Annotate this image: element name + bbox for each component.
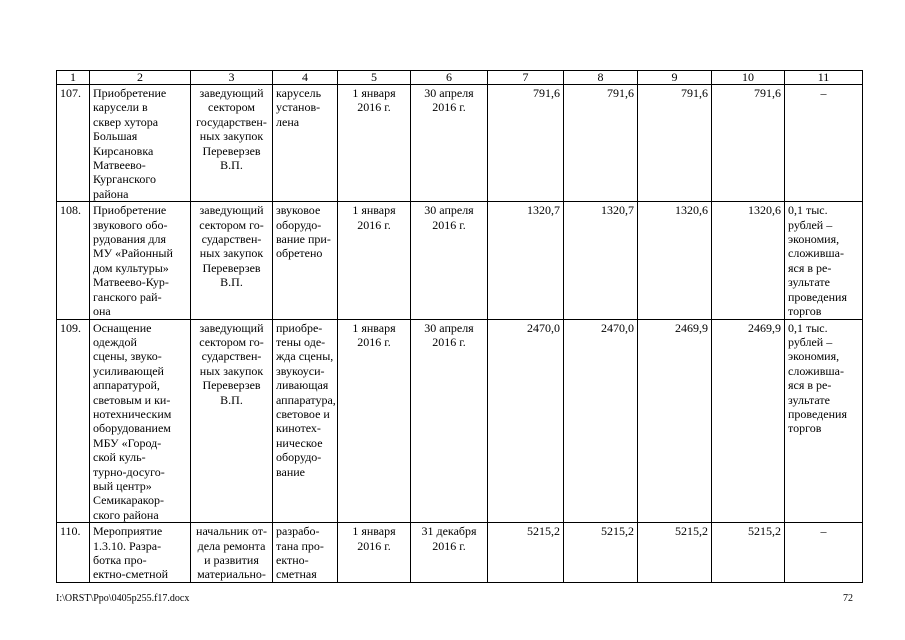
table-row — [57, 523, 863, 583]
document-file-path: I:\ORST\Ppo\0405p255.f17.docx — [56, 593, 190, 604]
col-header: 8 — [564, 71, 638, 85]
value-col8: 791,6 — [564, 85, 638, 202]
col-header: 1 — [57, 71, 90, 85]
row-number: 108. — [57, 202, 90, 319]
data-table — [56, 70, 863, 583]
start-date: 1 января 2016 г. — [338, 319, 411, 523]
expected-result: карусель установ- лена — [273, 85, 338, 202]
col-header: 3 — [191, 71, 273, 85]
col-header: 10 — [712, 71, 785, 85]
note: 0,1 тыс. рублей – экономия, сложивша- яся в ре- зультате проведения торгов — [785, 202, 863, 319]
start-date: 1 января 2016 г. — [338, 523, 411, 583]
measure-name: Приобретение карусели в сквер хутора Большая Кирсановка Матвеево- Курганского района — [90, 85, 191, 202]
col-header: 6 — [411, 71, 488, 85]
value-col7: 1320,7 — [488, 202, 564, 319]
end-date: 30 апреля 2016 г. — [411, 202, 488, 319]
value-col9: 1320,6 — [638, 202, 712, 319]
table-row — [57, 319, 863, 523]
value-col9: 791,6 — [638, 85, 712, 202]
row-number: 107. — [57, 85, 90, 202]
value-col7: 791,6 — [488, 85, 564, 202]
page-number: 72 — [843, 593, 853, 604]
executor: заведующий сектором го- сударствен- ных закупок Переверзев В.П. — [191, 319, 273, 523]
note: – — [785, 85, 863, 202]
value-col9: 5215,2 — [638, 523, 712, 583]
end-date: 30 апреля 2016 г. — [411, 319, 488, 523]
measure-name: Приобретение звукового обо- рудования для МУ «Районный дом культуры» Матвеево-Кур- ганского рай- она — [90, 202, 191, 319]
note: 0,1 тыс. рублей – экономия, сложивша- яся в ре- зультате проведения торгов — [785, 319, 863, 523]
start-date: 1 января 2016 г. — [338, 85, 411, 202]
end-date: 30 апреля 2016 г. — [411, 85, 488, 202]
value-col8: 1320,7 — [564, 202, 638, 319]
col-header: 2 — [90, 71, 191, 85]
note: – — [785, 523, 863, 583]
col-header: 4 — [273, 71, 338, 85]
value-col9: 2469,9 — [638, 319, 712, 523]
executor: заведующий сектором государствен- ных закупок Переверзев В.П. — [191, 85, 273, 202]
value-col10: 1320,6 — [712, 202, 785, 319]
table-header-row — [57, 71, 863, 85]
row-number: 110. — [57, 523, 90, 583]
col-header: 5 — [338, 71, 411, 85]
executor: начальник от- дела ремонта и развития материально- — [191, 523, 273, 583]
expected-result: звуковое оборудо- вание при- обретено — [273, 202, 338, 319]
value-col10: 791,6 — [712, 85, 785, 202]
col-header: 7 — [488, 71, 564, 85]
measure-name: Мероприятие 1.3.10. Разра- ботка про- ектно-сметной — [90, 523, 191, 583]
table-row — [57, 85, 863, 202]
measure-name: Оснащение одеждой сцены, звуко- усиливающей аппаратурой, световым и ки- нотехническим оборудованием МБУ «Город- ской куль- турно-досуго- вый центр» Семикаракор- ского района — [90, 319, 191, 523]
value-col10: 5215,2 — [712, 523, 785, 583]
col-header: 11 — [785, 71, 863, 85]
value-col7: 5215,2 — [488, 523, 564, 583]
executor: заведующий сектором го- сударствен- ных закупок Переверзев В.П. — [191, 202, 273, 319]
end-date: 31 декабря 2016 г. — [411, 523, 488, 583]
value-col8: 2470,0 — [564, 319, 638, 523]
expected-result: разрабо- тана про- ектно- сметная — [273, 523, 338, 583]
start-date: 1 января 2016 г. — [338, 202, 411, 319]
value-col7: 2470,0 — [488, 319, 564, 523]
expected-result: приобре- тены оде- жда сцены, звукоуси- ливающая аппаратура, световое и кинотех- ническое оборудо- вание — [273, 319, 338, 523]
value-col10: 2469,9 — [712, 319, 785, 523]
table-row — [57, 202, 863, 319]
col-header: 9 — [638, 71, 712, 85]
value-col8: 5215,2 — [564, 523, 638, 583]
row-number: 109. — [57, 319, 90, 523]
